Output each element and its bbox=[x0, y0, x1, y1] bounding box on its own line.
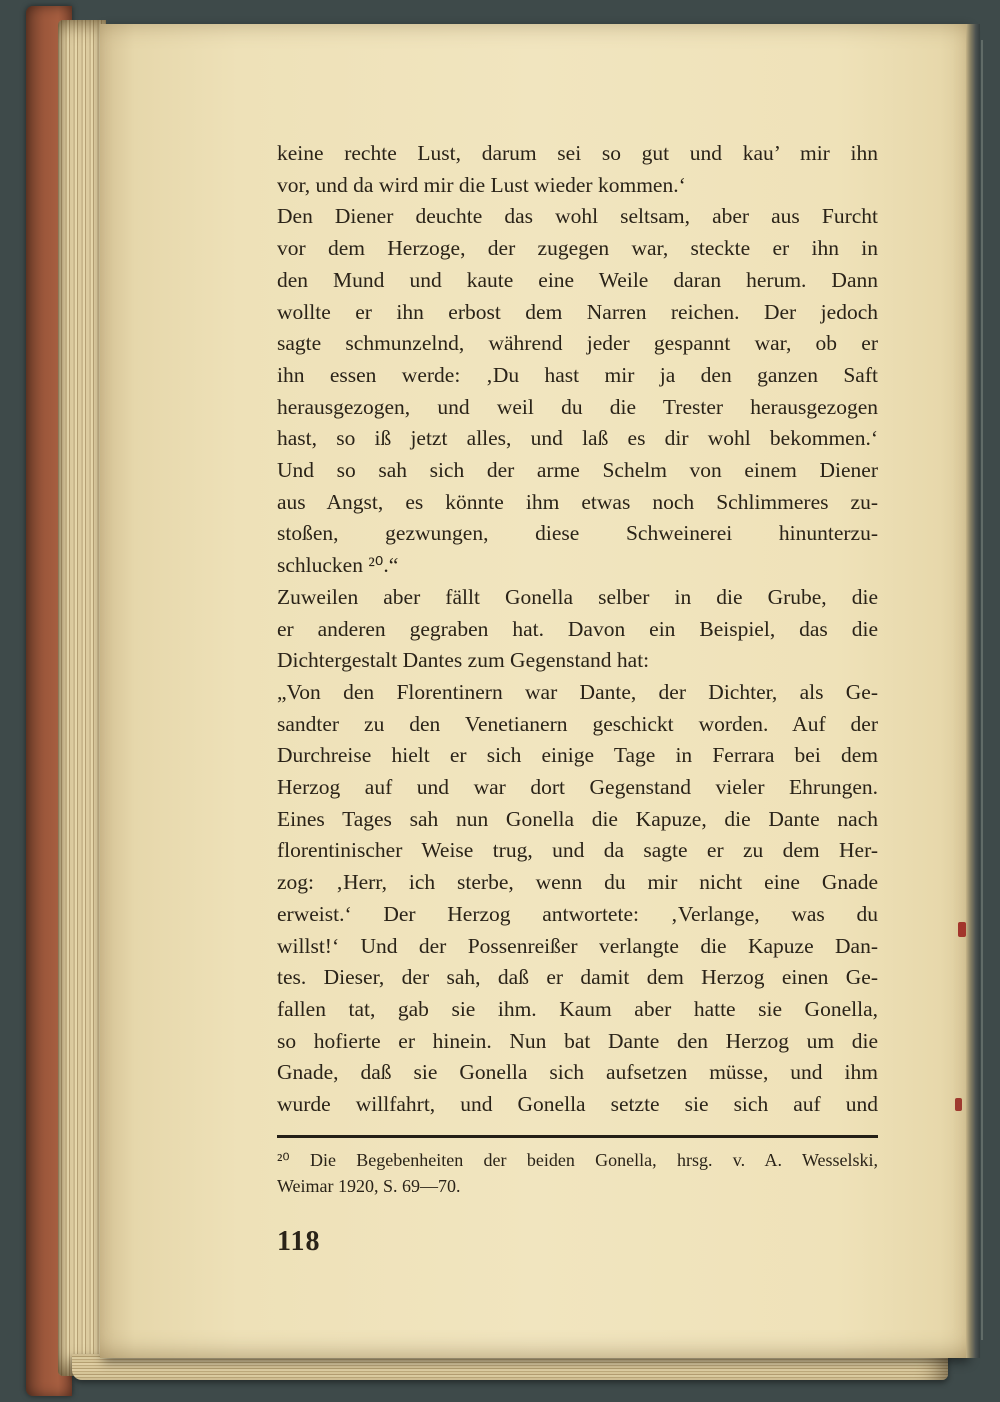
text-line: vor dem Herzoge, der zugegen war, steckte er ihn in bbox=[277, 236, 878, 261]
page-number: 118 bbox=[277, 1225, 321, 1257]
text-line: Durchreise hielt er sich einige Tage in Ferrara bei dem bbox=[277, 743, 878, 768]
text-line: zog: ‚Herr, ich sterbe, wenn du mir nicht eine Gnade bbox=[277, 870, 878, 895]
page-edges-left bbox=[58, 20, 106, 1376]
fore-edge-red-mark bbox=[958, 922, 966, 937]
text-line: keine rechte Lust, darum sei so gut und kau’ mir ihn bbox=[277, 141, 878, 165]
back-cover-edge-line bbox=[981, 40, 983, 1340]
footnote-divider bbox=[277, 1135, 878, 1138]
text-line: hast, so iß jetzt alles, und laß es dir wohl bekommen.‘ bbox=[277, 426, 878, 451]
footnote bbox=[277, 1147, 878, 1200]
text-line: Dichtergestalt Dantes zum Gegenstand hat: bbox=[277, 648, 650, 673]
text-line: wollte er ihn erbost dem Narren reichen. Der jedoch bbox=[277, 299, 878, 324]
text-line: aus Angst, es könnte ihm etwas noch Schlimmeres zu- bbox=[277, 489, 878, 514]
text-line: schlucken ²⁰.“ bbox=[277, 553, 399, 578]
text-line: fallen tat, gab sie ihm. Kaum aber hatte sie Gonella, bbox=[277, 996, 878, 1021]
text-line: Eines Tages sah nun Gonella die Kapuze, die Dante nach bbox=[277, 806, 878, 831]
paragraph bbox=[277, 677, 878, 1121]
text-line: vor, und da wird mir die Lust wieder kommen.‘ bbox=[277, 172, 686, 197]
text-line: den Mund und kaute eine Weile daran herum. Dann bbox=[277, 267, 878, 292]
text-line: so hofierte er hinein. Nun bat Dante den Herzog um die bbox=[277, 1028, 878, 1053]
text-line: willst!‘ Und der Possenreißer verlangte die Kapuze Dan- bbox=[277, 933, 878, 958]
paragraph bbox=[277, 582, 878, 677]
text-line: Den Diener deuchte das wohl seltsam, aber aus Furcht bbox=[277, 204, 878, 229]
text-line: herausgezogen, und weil du die Trester herausgezogen bbox=[277, 394, 878, 419]
page-text bbox=[277, 138, 878, 1258]
text-line: „Von den Florentinern war Dante, der Dichter, als Ge- bbox=[277, 679, 878, 704]
text-line: erweist.‘ Der Herzog antwortete: ‚Verlange, was du bbox=[277, 901, 878, 926]
footnote-line: Weimar 1920, S. 69—70. bbox=[277, 1176, 461, 1197]
fore-edge-red-mark bbox=[955, 1098, 962, 1111]
footnote-line: ²⁰ Die Begebenheiten der beiden Gonella, hrsg. v. A. Wesselski, bbox=[277, 1149, 878, 1170]
text-line: stoßen, gezwungen, diese Schweinerei hinunterzu- bbox=[277, 521, 878, 546]
paragraph bbox=[277, 201, 878, 581]
text-line: Und so sah sich der arme Schelm von einem Diener bbox=[277, 458, 878, 483]
text-line: er anderen gegraben hat. Davon ein Beispiel, das die bbox=[277, 616, 878, 641]
text-line: florentinischer Weise trug, und da sagte er zu dem Her- bbox=[277, 838, 878, 863]
text-line: ihn essen werde: ‚Du hast mir ja den ganzen Saft bbox=[277, 362, 878, 387]
text-line: sagte schmunzelnd, während jeder gespannt war, ob er bbox=[277, 331, 878, 356]
page-edge-right bbox=[966, 24, 980, 1358]
text-line: Herzog auf und war dort Gegenstand vieler Ehrungen. bbox=[277, 775, 878, 800]
text-line: tes. Dieser, der sah, daß er damit dem Herzog einen Ge- bbox=[277, 965, 878, 990]
paragraph bbox=[277, 138, 878, 201]
text-line: Gnade, daß sie Gonella sich aufsetzen müsse, und ihm bbox=[277, 1060, 878, 1085]
text-line: sandter zu den Venetianern geschickt worden. Auf der bbox=[277, 711, 878, 736]
text-line: Zuweilen aber fällt Gonella selber in die Grube, die bbox=[277, 584, 878, 609]
book-page bbox=[100, 24, 966, 1358]
text-line: wurde willfahrt, und Gonella setzte sie sich auf und bbox=[277, 1092, 878, 1117]
